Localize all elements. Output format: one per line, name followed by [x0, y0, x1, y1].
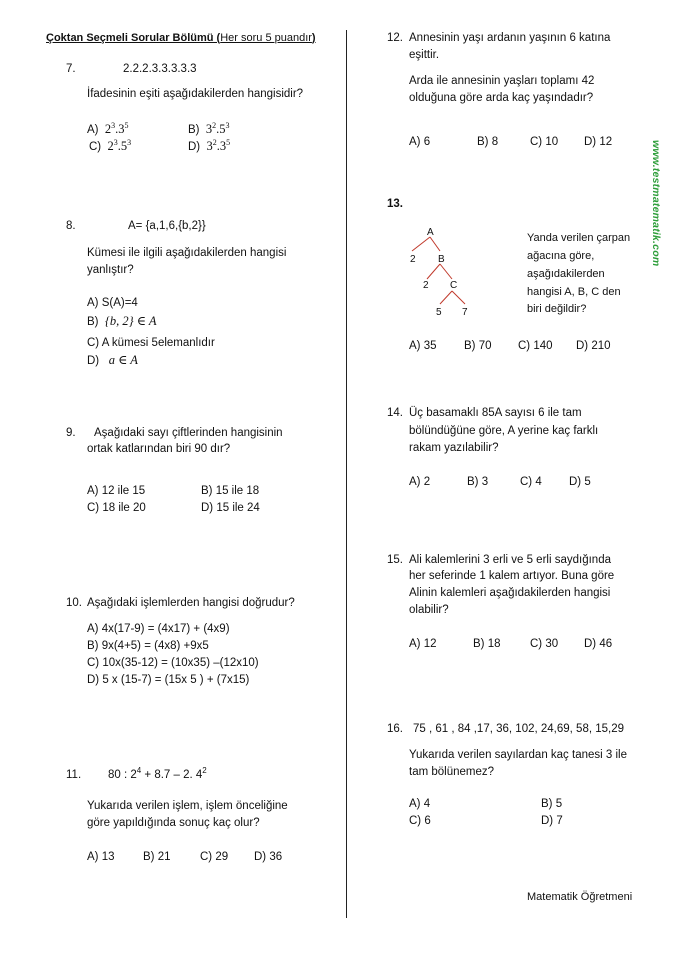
q14-option-b: B) 3 — [467, 476, 489, 488]
q16-option-c: C) 6 — [409, 815, 431, 827]
q7-option-a: A) $2^3.3^5$ — [87, 121, 129, 136]
q13-text-1: Yanda verilen çarpan — [527, 232, 631, 244]
q15-line3: Alinin kalemleri aşağıdakilerden hangisi — [409, 587, 611, 599]
q14-line1: Üç basamaklı 85A sayısı 6 ile tam — [409, 407, 582, 419]
q16-line1: Yukarıda verilen sayılardan kaç tanesi 3 ile — [409, 749, 627, 761]
q8-number: 8. — [66, 220, 76, 232]
q16-numbers: 75 , 61 , 84 ,17, 36, 102, 24,69, 58, 15,29 — [413, 723, 625, 735]
q10-number: 10. — [66, 597, 82, 609]
q13-text-5: biri değildir? — [527, 303, 587, 315]
q12-number: 12. — [387, 32, 403, 44]
tree-node-c: C — [450, 280, 458, 291]
q13-number: 13. — [387, 198, 403, 210]
q14-line3: rakam yazılabilir? — [409, 442, 499, 454]
q10-option-b: B) 9x(4+5) = (4x8) +9x5 — [87, 640, 209, 652]
q15-option-c: C) 30 — [530, 638, 559, 650]
q12-line2: eşittir. — [409, 49, 440, 61]
q14-number: 14. — [387, 407, 403, 419]
q12-option-b: B) 8 — [477, 136, 499, 148]
tree-node-2a: 2 — [410, 254, 416, 265]
q7-expression: 2.2.2.3.3.3.3.3 — [123, 63, 197, 75]
tree-node-2b: 2 — [423, 280, 429, 291]
q8-option-d: D) a ∈ A — [87, 353, 138, 367]
q10-option-d: D) 5 x (15-7) = (15x 5 ) + (7x15) — [87, 674, 250, 686]
q13-option-b: B) 70 — [464, 340, 492, 352]
q16-number: 16. — [387, 723, 403, 735]
q8-option-c: C) A kümesi 5elemanlıdır — [87, 337, 215, 349]
footer-teacher: Matematik Öğretmeni — [527, 891, 633, 903]
q14-option-d: D) 5 — [569, 476, 591, 488]
q13-option-c: C) 140 — [518, 340, 553, 352]
section-title: Çoktan Seçmeli Sorular Bölümü (Her soru 5 puandır) — [46, 32, 316, 44]
q15-line1: Ali kalemlerini 3 erli ve 5 erli saydığında — [409, 554, 611, 566]
q12-option-d: D) 12 — [584, 136, 613, 148]
q11-question-line1: Yukarıda verilen işlem, işlem önceliğine — [87, 800, 288, 812]
q9-question-line2: ortak katlarından biri 90 dır? — [87, 443, 231, 455]
q12-option-c: C) 10 — [530, 136, 559, 148]
q11-option-d: D) 36 — [254, 851, 283, 863]
q15-number: 15. — [387, 554, 403, 566]
q9-option-a: A) 12 ile 15 — [87, 485, 146, 497]
q13-option-d: D) 210 — [576, 340, 611, 352]
q13-option-a: A) 35 — [409, 340, 437, 352]
q11-option-a: A) 13 — [87, 851, 115, 863]
q7-option-d: D) $3^2.3^5$ — [188, 138, 231, 153]
q12-option-a: A) 6 — [409, 136, 431, 148]
q7-question: İfadesinin eşiti aşağıdakilerden hangisidir? — [87, 88, 304, 100]
q8-question-line1: Kümesi ile ilgili aşağıdakilerden hangisi — [87, 247, 287, 259]
q8-option-a: A) S(A)=4 — [87, 297, 138, 309]
q13-text-2: ağacına göre, — [527, 250, 595, 262]
q15-line2: her seferinde 1 kalem artıyor. Buna göre — [409, 570, 615, 582]
tree-node-7: 7 — [462, 307, 468, 318]
q12-line3: Arda ile annesinin yaşları toplamı 42 — [409, 75, 595, 87]
column-divider — [346, 30, 347, 918]
q11-question-line2: göre yapıldığında sonuç kaç olur? — [87, 817, 260, 829]
q13-text-3: aşağıdakilerden — [527, 268, 605, 280]
q14-option-c: C) 4 — [520, 476, 542, 488]
q12-line1: Annesinin yaşı ardanın yaşının 6 katına — [409, 32, 611, 44]
q11-option-b: B) 21 — [143, 851, 171, 863]
q11-option-c: C) 29 — [200, 851, 229, 863]
q16-option-d: D) 7 — [541, 815, 563, 827]
q16-option-a: A) 4 — [409, 798, 431, 810]
q14-line2: bölündüğüne göre, A yerine kaç farklı — [409, 425, 599, 437]
q7-option-c: C) $2^3.5^3$ — [89, 138, 132, 153]
q9-option-d: D) 15 ile 24 — [201, 502, 260, 514]
q10-option-a: A) 4x(17-9) = (4x17) + (4x9) — [87, 623, 230, 635]
q12-line4: olduğuna göre arda kaç yaşındadır? — [409, 92, 594, 104]
q11-expression: 80 : $2^4 + 8.7 - 2$. $4^2$ — [108, 766, 207, 781]
q14-option-a: A) 2 — [409, 476, 431, 488]
q16-line2: tam bölünemez? — [409, 766, 495, 778]
q15-option-b: B) 18 — [473, 638, 501, 650]
q7-number: 7. — [66, 63, 76, 75]
q13-text-4: hangisi A, B, C den — [527, 286, 621, 298]
q9-option-b: B) 15 ile 18 — [201, 485, 260, 497]
q10-option-c: C) 10x(35-12) = (10x35) –(12x10) — [87, 657, 259, 669]
q15-option-d: D) 46 — [584, 638, 613, 650]
q9-option-c: C) 18 ile 20 — [87, 502, 146, 514]
q11-number: 11. — [66, 769, 82, 781]
q7-option-b: B) $3^2.5^3$ — [188, 121, 230, 136]
q9-question-line1: Aşağıdaki sayı çiftlerinden hangisinin — [94, 427, 283, 439]
q8-option-b: B) {b, 2} ∈ A — [87, 314, 157, 328]
tree-node-a: A — [427, 227, 434, 238]
q8-question-line2: yanlıştır? — [87, 264, 134, 276]
q16-option-b: B) 5 — [541, 798, 563, 810]
q10-question: Aşağıdaki işlemlerden hangisi doğrudur? — [87, 597, 295, 609]
tree-node-5: 5 — [436, 307, 442, 318]
q8-set: A= {a,1,6,{b,2}} — [128, 220, 206, 232]
site-watermark: www.testmatematik.com — [650, 140, 662, 267]
factor-tree — [400, 224, 520, 324]
tree-node-b: B — [438, 254, 445, 265]
q9-number: 9. — [66, 427, 76, 439]
q15-option-a: A) 12 — [409, 638, 437, 650]
q15-line4: olabilir? — [409, 604, 449, 616]
